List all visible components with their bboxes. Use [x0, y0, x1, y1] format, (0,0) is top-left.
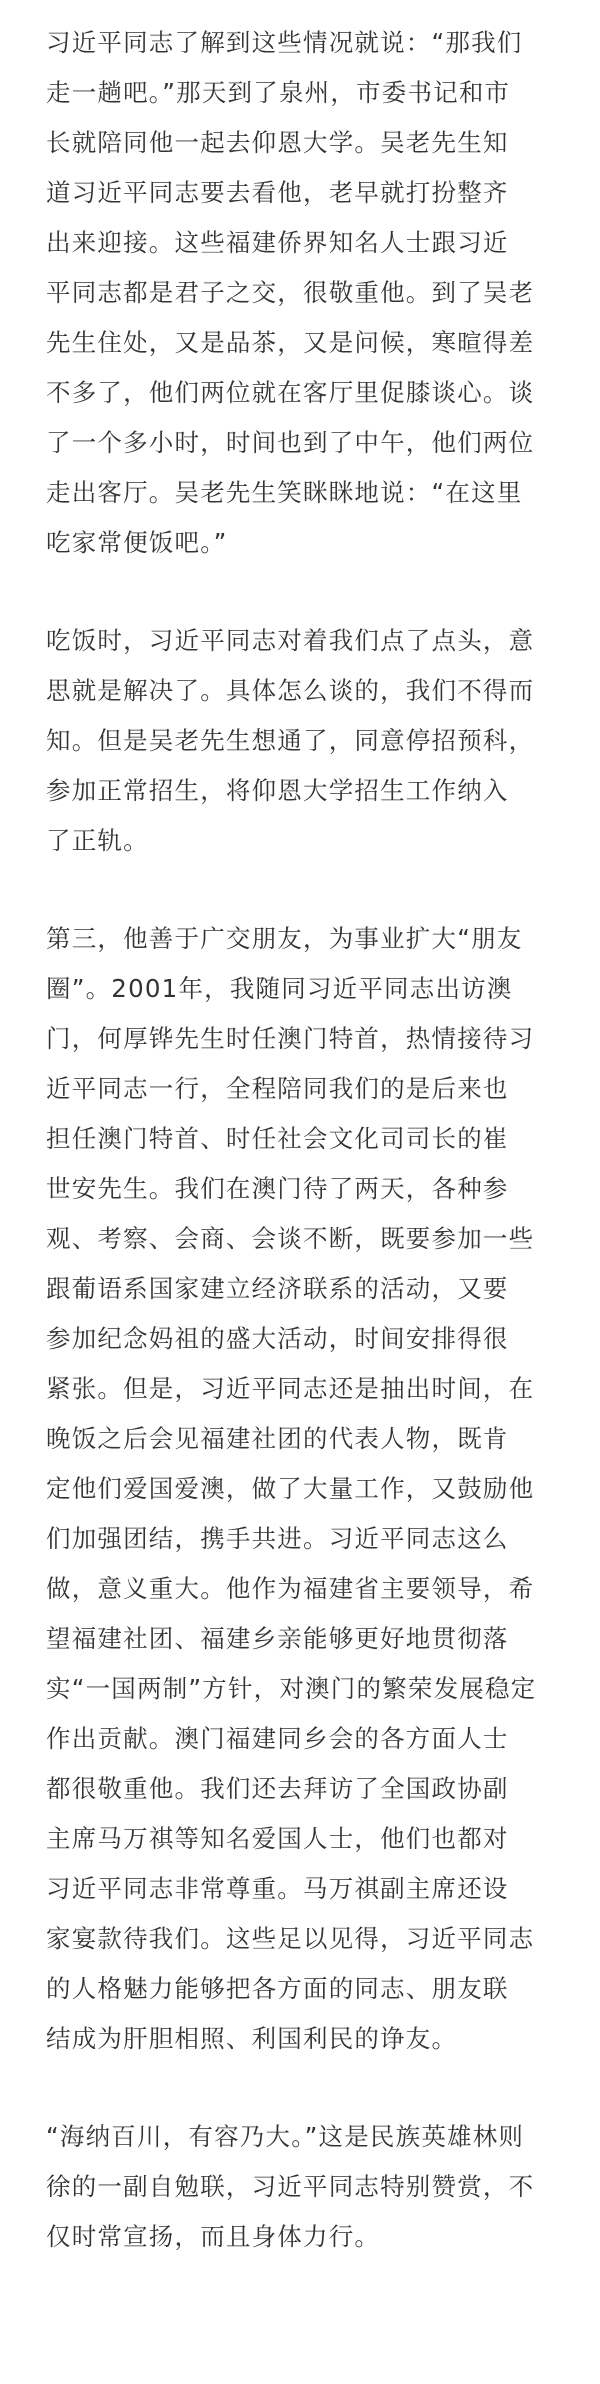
text-line: 仅时常宣扬，而且身体力行。 — [46, 2222, 381, 2251]
text-line: 走出客厅。吴老先生笑眯眯地说：“在这里 — [46, 478, 523, 507]
text-line: 担任澳门特首、时任社会文化司司长的崔 — [46, 1124, 509, 1153]
paragraph-2 — [46, 616, 554, 866]
text-line: 作出贡献。澳门福建同乡会的各方面人士 — [46, 1724, 509, 1753]
text-line: 先生住处，又是品茶，又是问候，寒暄得差 — [46, 328, 535, 357]
text-line: 思就是解决了。具体怎么谈的，我们不得而 — [46, 676, 535, 705]
text-line: 出来迎接。这些福建侨界知名人士跟习近 — [46, 228, 509, 257]
paragraph-3 — [46, 914, 554, 2064]
text-line: 吃家常便饭吧。” — [46, 528, 228, 557]
text-line: “海纳百川，有容乃大。”这是民族英雄林则 — [46, 2122, 525, 2151]
text-line: 家宴款待我们。这些足以见得，习近平同志 — [46, 1924, 535, 1953]
text-line: 都很敬重他。我们还去拜访了全国政协副 — [46, 1774, 509, 1803]
text-line: 定他们爱国爱澳，做了大量工作，又鼓励他 — [46, 1474, 535, 1503]
text-line: 参加正常招生，将仰恩大学招生工作纳入 — [46, 776, 509, 805]
text-line: 道习近平同志要去看他，老早就打扮整齐 — [46, 178, 509, 207]
text-line: 晚饭之后会见福建社团的代表人物，既肯 — [46, 1424, 509, 1453]
text-line: 习近平同志了解到这些情况就说：“那我们 — [46, 28, 523, 57]
text-line: 平同志都是君子之交，很敬重他。到了吴老 — [46, 278, 535, 307]
text-line: 跟葡语系国家建立经济联系的活动，又要 — [46, 1274, 509, 1303]
paragraph-4 — [46, 2112, 554, 2262]
text-line: 主席马万祺等知名爱国人士，他们也都对 — [46, 1824, 509, 1853]
text-line: 习近平同志非常尊重。马万祺副主席还设 — [46, 1874, 509, 1903]
text-line: 徐的一副自勉联，习近平同志特别赞赏，不 — [46, 2172, 535, 2201]
text-line: 望福建社团、福建乡亲能够更好地贯彻落 — [46, 1624, 509, 1653]
text-line: 不多了，他们两位就在客厅里促膝谈心。谈 — [46, 378, 535, 407]
text-line: 实“一国两制”方针，对澳门的繁荣发展稳定 — [46, 1674, 537, 1703]
text-line: 参加纪念妈祖的盛大活动，时间安排得很 — [46, 1324, 509, 1353]
text-line: 世安先生。我们在澳门待了两天，各种参 — [46, 1174, 509, 1203]
text-line: 第三，他善于广交朋友，为事业扩大“朋友 — [46, 924, 523, 953]
text-line: 近平同志一行，全程陪同我们的是后来也 — [46, 1074, 509, 1103]
text-line: 结成为肝胆相照、利国利民的诤友。 — [46, 2024, 458, 2053]
text-line: 紧张。但是，习近平同志还是抽出时间，在 — [46, 1374, 535, 1403]
text-line: 做，意义重大。他作为福建省主要领导，希 — [46, 1574, 535, 1603]
text-line: 门，何厚铧先生时任澳门特首，热情接待习 — [46, 1024, 535, 1053]
text-line: 走一趟吧。”那天到了泉州，市委书记和市 — [46, 78, 511, 107]
text-line: 了一个多小时，时间也到了中午，他们两位 — [46, 428, 535, 457]
text-line: 了正轨。 — [46, 826, 149, 855]
paragraph-1 — [46, 18, 554, 568]
text-line: 圈”。2001年，我随同习近平同志出访澳 — [46, 974, 513, 1003]
text-line: 长就陪同他一起去仰恩大学。吴老先生知 — [46, 128, 509, 157]
text-line: 吃饭时，习近平同志对着我们点了点头，意 — [46, 626, 535, 655]
text-line: 观、考察、会商、会谈不断，既要参加一些 — [46, 1224, 535, 1253]
text-line: 的人格魅力能够把各方面的同志、朋友联 — [46, 1974, 509, 2003]
text-line: 们加强团结，携手共进。习近平同志这么 — [46, 1524, 509, 1553]
text-line: 知。但是吴老先生想通了，同意停招预科， — [46, 726, 535, 755]
